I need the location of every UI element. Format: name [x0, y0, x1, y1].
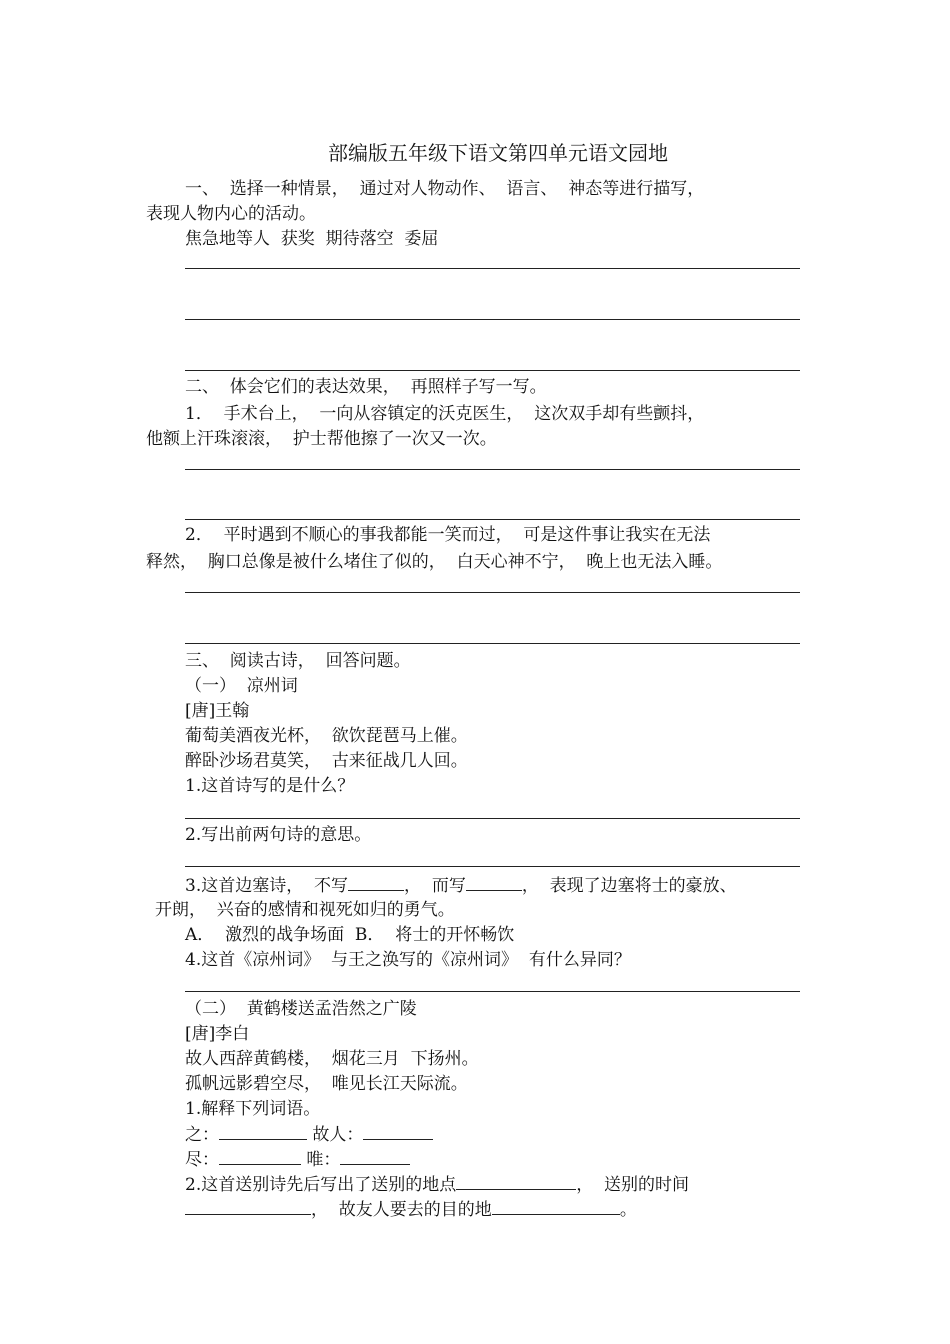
fill-blank[interactable]	[492, 1198, 620, 1215]
poem2-question2-line2	[185, 1198, 637, 1221]
answer-line[interactable]	[185, 818, 800, 819]
fill-blank[interactable]	[348, 874, 404, 891]
poem1-author: [唐]王翰	[185, 701, 250, 721]
answer-line[interactable]	[185, 866, 800, 867]
section1-question-line1: 一、 选择一种情景， 通过对人物动作、 语言、 神态等进行描写，	[185, 179, 705, 199]
q2-text-a: 2.这首送别诗先后写出了送别的地点	[185, 1175, 457, 1195]
poem2-heading: （二） 黄鹤楼送孟浩然之广陵	[185, 999, 417, 1019]
poem1-question1: 1.这首诗写的是什么？	[185, 776, 355, 796]
example1-line2: 他额上汗珠滚滚， 护士帮他擦了一次又一次。	[146, 429, 497, 449]
answer-line[interactable]	[185, 643, 800, 644]
fill-blank[interactable]	[340, 1148, 410, 1165]
page-title: 部编版五年级下语文第四单元语文园地	[328, 141, 668, 165]
answer-line[interactable]	[185, 319, 800, 320]
poem1-line1: 葡萄美酒夜光杯， 欲饮琵琶马上催。	[185, 726, 468, 746]
word-row-1	[185, 1123, 433, 1146]
q2-text-b: ， 送别的时间	[576, 1175, 690, 1195]
poem2-line2: 孤帆远影碧空尽， 唯见长江天际流。	[185, 1074, 468, 1094]
poem1-question3-line2: 开朗， 兴奋的感情和视死如归的勇气。	[155, 900, 455, 920]
q2-text-c: ， 故友人要去的目的地	[311, 1200, 492, 1220]
q3-text-a: 3.这首边塞诗， 不写	[185, 876, 349, 896]
answer-line[interactable]	[185, 268, 800, 269]
fill-blank[interactable]	[363, 1123, 433, 1140]
poem2-question1: 1.解释下列词语。	[185, 1099, 321, 1119]
poem1-line2: 醉卧沙场君莫笑， 古来征战几人回。	[185, 751, 468, 771]
poem1-question3	[185, 874, 737, 897]
answer-line[interactable]	[185, 991, 800, 992]
answer-line[interactable]	[185, 370, 800, 371]
poem2-question2	[185, 1173, 689, 1196]
poem1-heading: （一） 凉州词	[185, 676, 298, 696]
answer-line[interactable]	[185, 519, 800, 520]
answer-line[interactable]	[185, 469, 800, 470]
poem1-question2: 2.写出前两句诗的意思。	[185, 825, 372, 845]
section2-heading: 二、 体会它们的表达效果， 再照样子写一写。	[185, 377, 547, 397]
example2-line2: 释然， 胸口总像是被什么堵住了似的， 白天心神不宁， 晚上也无法入睡。	[146, 552, 723, 572]
poem1-question4: 4.这首《凉州词》 与王之涣写的《凉州词》 有什么异同？	[185, 950, 631, 970]
poem1-question3-options: A． 激烈的战争场面 B． 将士的开怀畅饮	[185, 925, 515, 945]
fill-blank[interactable]	[466, 874, 522, 891]
word-guren-label: 故人：	[312, 1125, 364, 1145]
fill-blank[interactable]	[219, 1148, 301, 1165]
q2-text-d: 。	[619, 1200, 637, 1220]
word-row-2	[185, 1148, 410, 1171]
section1-question-line2: 表现人物内心的活动。	[146, 204, 316, 224]
word-zhi-label: 之：	[185, 1125, 219, 1145]
example2-line1: 2． 平时遇到不顺心的事我都能一笑而过， 可是这件事让我实在无法	[185, 525, 711, 545]
fill-blank[interactable]	[185, 1198, 311, 1215]
poem2-line1: 故人西辞黄鹤楼， 烟花三月 下扬州。	[185, 1049, 479, 1069]
section1-options: 焦急地等人 获奖 期待落空 委屈	[185, 229, 439, 249]
word-wei-label: 唯：	[306, 1150, 341, 1170]
poem2-author: [唐]李白	[185, 1024, 250, 1044]
q3-text-c: ， 表现了边塞将士的豪放、	[521, 876, 737, 896]
word-jin-label: 尽：	[185, 1150, 219, 1170]
q3-text-b: ， 而写	[404, 876, 466, 896]
answer-line[interactable]	[185, 592, 800, 593]
example1-line1: 1． 手术台上， 一向从容镇定的沃克医生， 这次双手却有些颤抖，	[185, 404, 705, 424]
fill-blank[interactable]	[456, 1173, 576, 1190]
fill-blank[interactable]	[219, 1123, 307, 1140]
section3-heading: 三、 阅读古诗， 回答问题。	[185, 651, 411, 671]
